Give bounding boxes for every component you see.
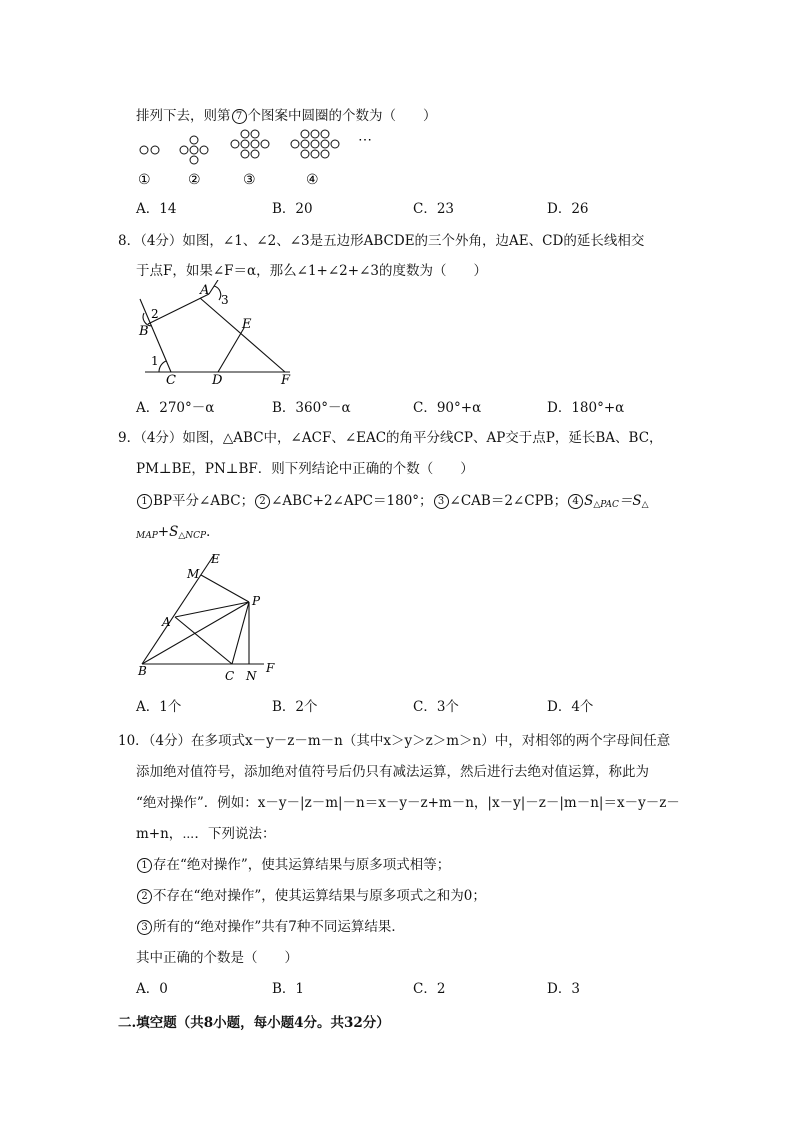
q8-label-D: D	[212, 373, 223, 388]
q8-angle-3-arc	[214, 286, 221, 300]
q8-option-c[interactable]: C．90°+α	[413, 400, 482, 416]
q7-dot	[291, 140, 299, 148]
q9-option-b[interactable]: B．2个	[272, 699, 318, 715]
q9-circled-2: 2	[255, 494, 270, 509]
q10-circled-1: 1	[137, 858, 152, 873]
q9-label-M: M	[187, 567, 200, 581]
q7-label-3: ③	[243, 172, 256, 188]
q7-dot	[311, 150, 319, 158]
q10-statement-3-line	[136, 915, 405, 935]
q9-option-c[interactable]: C．3个	[413, 699, 459, 715]
q8-label-A: A	[200, 283, 210, 298]
q10-circled-3: 3	[137, 920, 152, 935]
q7-dot	[321, 140, 329, 148]
q10-statement-1-line	[136, 853, 450, 873]
q7-dot	[251, 140, 259, 148]
q7-dot	[190, 146, 198, 154]
q7-dot	[241, 130, 249, 138]
q7-option-b[interactable]: B．20	[272, 201, 313, 217]
q7-ellipsis: ⋯	[358, 132, 372, 148]
q7-dot	[180, 146, 188, 154]
q8-angle-2-label: 2	[151, 307, 159, 321]
q7-dot	[321, 150, 329, 158]
q9-stem-line2: PM⊥BE，PN⊥BF．则下列结论中正确的个数（ ）	[136, 461, 474, 477]
q7-stem: 排列下去，则第 7 个图案中圆圈的个数为（ ）	[136, 108, 437, 124]
q10-statement-2: 不存在“绝对操作”，使其运算结果与原多项式之和为0；	[153, 888, 486, 904]
q10-statement-1: 存在“绝对操作”，使其运算结果与原多项式相等；	[153, 857, 451, 873]
q10-option-d[interactable]: D．3	[547, 981, 580, 997]
q7-label-1: ①	[138, 172, 151, 188]
q9-statement-2: ∠ABC+2∠APC＝180°；	[271, 493, 433, 509]
q9-line-C-P	[232, 602, 249, 664]
q7-dot	[241, 140, 249, 148]
q10-stem-line2: 添加绝对值符号，添加绝对值符号后仍只有减法运算，然后进行去绝对值运算，称此为	[136, 764, 649, 780]
q7-dot	[261, 140, 269, 148]
q7-dot	[321, 130, 329, 138]
q10-stem-line4: m+n，⋯．下列说法：	[136, 826, 276, 842]
q8-label-C: C	[166, 373, 176, 388]
q7-dot	[301, 130, 309, 138]
q10-statement-2-line	[136, 884, 486, 904]
q7-label-4: ④	[306, 172, 319, 188]
q9-label-E: E	[211, 552, 220, 566]
q7-figure	[130, 126, 390, 192]
q7-dot	[331, 140, 339, 148]
q10-ask: 其中正确的个数是（ ）	[136, 950, 298, 966]
q9-option-d[interactable]: D．4个	[547, 699, 594, 715]
q8-label-F: F	[281, 373, 291, 388]
q9-circled-4: 4	[568, 494, 583, 509]
q9-line-B-E	[142, 555, 214, 664]
q7-dot	[301, 140, 309, 148]
q9-label-F: F	[266, 661, 275, 675]
q9-statement-3: ∠CAB＝2∠CPB；	[449, 493, 568, 509]
section2-title: 二.填空题（共8小题，每小题4分。共32分）	[118, 1015, 390, 1031]
q9-triangle-figure	[130, 545, 280, 685]
q7-dot	[241, 150, 249, 158]
q7-dot	[200, 146, 208, 154]
q8-angle-3-label: 3	[221, 293, 229, 307]
q9-line-B-P	[142, 602, 249, 664]
q9-circled-3: 3	[434, 494, 449, 509]
q8-label-B: B	[139, 324, 149, 339]
q9-statement-1: BP平分∠ABC；	[153, 493, 255, 509]
q9-label-C: C	[225, 669, 235, 683]
q10-circled-2: 2	[137, 889, 152, 904]
q9-line-P-M	[201, 575, 249, 602]
q7-dot	[301, 150, 309, 158]
q8-angle-1-arc	[159, 361, 166, 372]
q7-dot	[231, 140, 239, 148]
q9-label-N: N	[246, 669, 257, 683]
q9-label-P: P	[252, 594, 261, 608]
q7-dot	[251, 130, 259, 138]
q8-option-b[interactable]: B．360°－α	[272, 400, 351, 416]
q10-option-a[interactable]: A．0	[136, 981, 168, 997]
q7-option-a[interactable]: A．14	[136, 201, 177, 217]
q8-line-A-F	[200, 298, 285, 372]
q9-label-B: B	[138, 664, 147, 678]
q9-label-A: A	[162, 615, 171, 629]
q9-circled-1: 1	[137, 494, 152, 509]
q8-label-E: E	[242, 317, 252, 332]
q8-option-a[interactable]: A．270°－α	[136, 400, 215, 416]
q9-statements-line: 1 BP平分∠ABC； 2 ∠ABC+2∠APC＝180°； 3 ∠CAB＝2∠CPB； 4 $S_{\triangle PAC}=S_\triangle$	[136, 489, 649, 510]
q7-option-d[interactable]: D．26	[547, 201, 589, 217]
q8-angle-1-label: 1	[151, 354, 159, 368]
q7-dot	[311, 130, 319, 138]
q7-option-c[interactable]: C．23	[413, 201, 455, 217]
q9-line-A-P	[175, 602, 249, 617]
q7-dot	[140, 146, 148, 154]
q10-stem-line3: “绝对操作”．例如：x－y－|z－m|－n＝x－y－z+m－n，|x－y|－z－|m－n|＝x－y－z－	[136, 795, 680, 811]
q8-edge-E-D	[218, 328, 244, 372]
q7-dot	[311, 140, 319, 148]
q9-stem-line1: 9．（4分）如图，△ABC中，∠ACF、∠EAC的角平分线CP、AP交于点P，延长BA、BC，	[118, 430, 663, 446]
q7-circled-number: 7	[232, 109, 247, 124]
q10-option-b[interactable]: B．1	[272, 981, 305, 997]
q9-option-a[interactable]: A．1个	[136, 699, 182, 715]
q10-option-c[interactable]: C．2	[413, 981, 446, 997]
q10-stem-line1: 10．（4分）在多项式x－y－z－m－n（其中x＞y＞z＞m＞n）中，对相邻的两个字母间任意	[118, 733, 671, 749]
q8-stem-line1: 8．（4分）如图，∠1、∠2、∠3是五边形ABCDE的三个外角，边AE、CD的延长线相交	[118, 233, 645, 249]
q7-label-2: ②	[188, 172, 201, 188]
q7-dot	[190, 156, 198, 164]
q7-dot	[251, 150, 259, 158]
q8-option-d[interactable]: D．180°+α	[547, 400, 625, 416]
q7-dot	[190, 136, 198, 144]
q8-pentagon-figure	[130, 280, 300, 390]
q10-statement-3: 所有的“绝对操作”共有7种不同运算结果．	[153, 919, 405, 935]
q9-statement-4-cont: $_{MAP}+S_{\triangle NCP}$．	[136, 524, 220, 541]
q7-dot	[151, 146, 159, 154]
q8-stem-line2: 于点F，如果∠F＝α，那么∠1+∠2+∠3的度数为（ ）	[136, 263, 487, 279]
